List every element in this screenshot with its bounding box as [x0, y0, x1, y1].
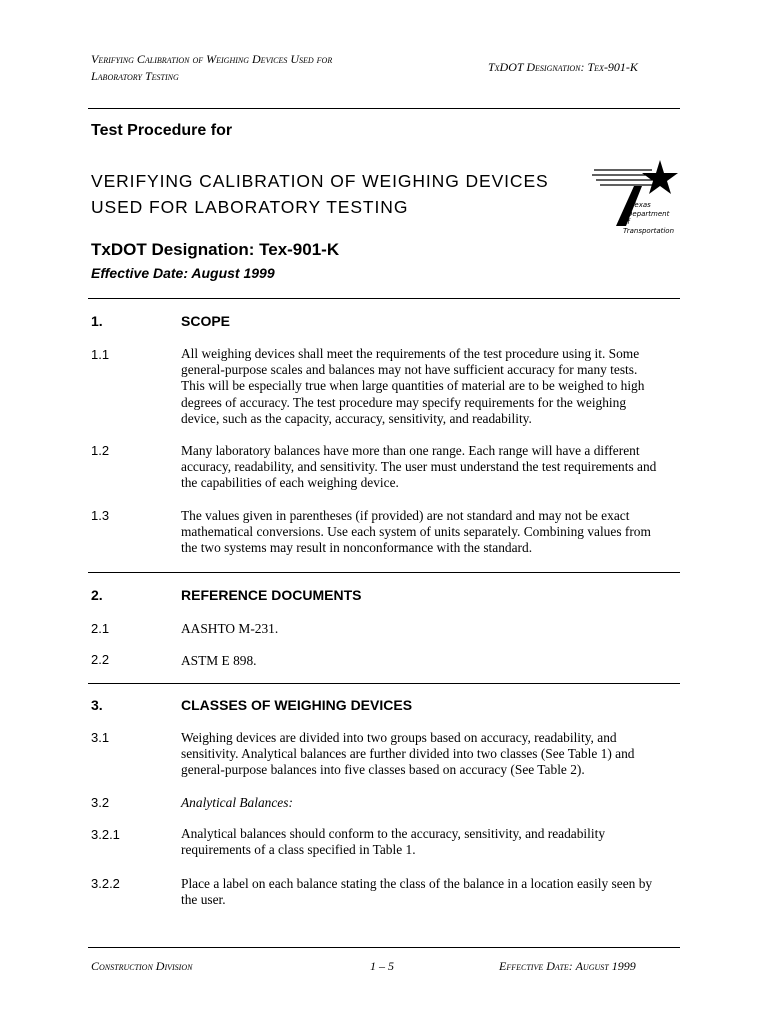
section-number: 3.: [91, 697, 103, 713]
item-text: Analytical Balances:: [181, 795, 293, 810]
section-rule-3: [88, 683, 680, 684]
item-text: All weighing devices shall meet the requirements of the test procedure using it. Some general-purpose scales and balances may not have sufficient accuracy for many tests. This will be especially true when large quantities of material are to be weighed to high degrees of accuracy. The test procedure may specify requirements for the weighing device, such as the capacity, accuracy, sensitivity, and readability.: [181, 346, 645, 426]
logo-text: Texas Department of Transportation: [623, 201, 675, 235]
item-number: 2.1: [91, 621, 110, 636]
designation: TxDOT Designation: Tex-901-K: [91, 240, 340, 259]
header-rule: [88, 108, 680, 109]
header-title-line-1: Verifying Calibration of Weighing Devices Used for: [91, 52, 333, 66]
txdot-logo: [590, 158, 680, 235]
footer-rule: [88, 947, 680, 948]
section-number: 1.: [91, 313, 103, 329]
footer-division: Construction Division: [91, 959, 193, 973]
running-header-designation: TxDOT Designation: Tex-901-K: [488, 60, 638, 74]
section-number: 2.: [91, 587, 103, 603]
procedure-label: Test Procedure for: [91, 122, 233, 139]
item-number: 3.2.1: [91, 827, 120, 842]
section-rule-2: [88, 572, 680, 573]
item-text: AASHTO M-231.: [181, 621, 279, 636]
item-number: 1.2: [91, 443, 110, 458]
section-title-classes: CLASSES OF WEIGHING DEVICES: [181, 697, 413, 713]
item-text: The values given in parentheses (if provided) are not standard and may not be exact mathematical conversions. Use each system of units separately. Combining values from the two systems may result in nonconformance with the standard.: [181, 508, 651, 556]
header-title-line-2: Laboratory Testing: [91, 69, 179, 83]
item-number: 3.2.2: [91, 876, 120, 891]
section-rule-1: [88, 298, 680, 299]
item-number: 2.2: [91, 652, 110, 667]
item-number: 1.3: [91, 508, 110, 523]
section-title-scope: SCOPE: [181, 313, 231, 329]
item-number: 3.2: [91, 795, 110, 810]
page-title-line-2: USED FOR LABORATORY TESTING: [91, 197, 409, 217]
item-text: Weighing devices are divided into two groups based on accuracy, readability, and sensitivity. Analytical balances are further divided into two classes (See Table 1) and general-purpose balances into five classes based on accuracy (See Table 2).: [181, 730, 635, 778]
item-text: ASTM E 898.: [181, 653, 257, 668]
page-title: [91, 168, 549, 220]
running-header-title: [91, 51, 451, 85]
item-text: Place a label on each balance stating the class of the balance in a location easily seen by the user.: [181, 876, 653, 908]
item-text: Many laboratory balances have more than one range. Each range will have a different accuracy, readability, and sensitivity. The user must understand the test requirements and the capabilities of each weighing device.: [181, 443, 657, 491]
footer-page-number: 1 – 5: [370, 959, 394, 973]
item-number: 1.1: [91, 347, 110, 362]
footer-effective-date: Effective Date: August 1999: [499, 959, 636, 973]
item-number: 3.1: [91, 730, 110, 745]
effective-date: Effective Date: August 1999: [91, 265, 275, 281]
item-text: Analytical balances should conform to the accuracy, sensitivity, and readability requirements of a class specified in Table 1.: [181, 826, 606, 858]
section-title-reference-documents: REFERENCE DOCUMENTS: [181, 587, 362, 603]
page-title-line-1: VERIFYING CALIBRATION OF WEIGHING DEVICES: [91, 171, 549, 191]
